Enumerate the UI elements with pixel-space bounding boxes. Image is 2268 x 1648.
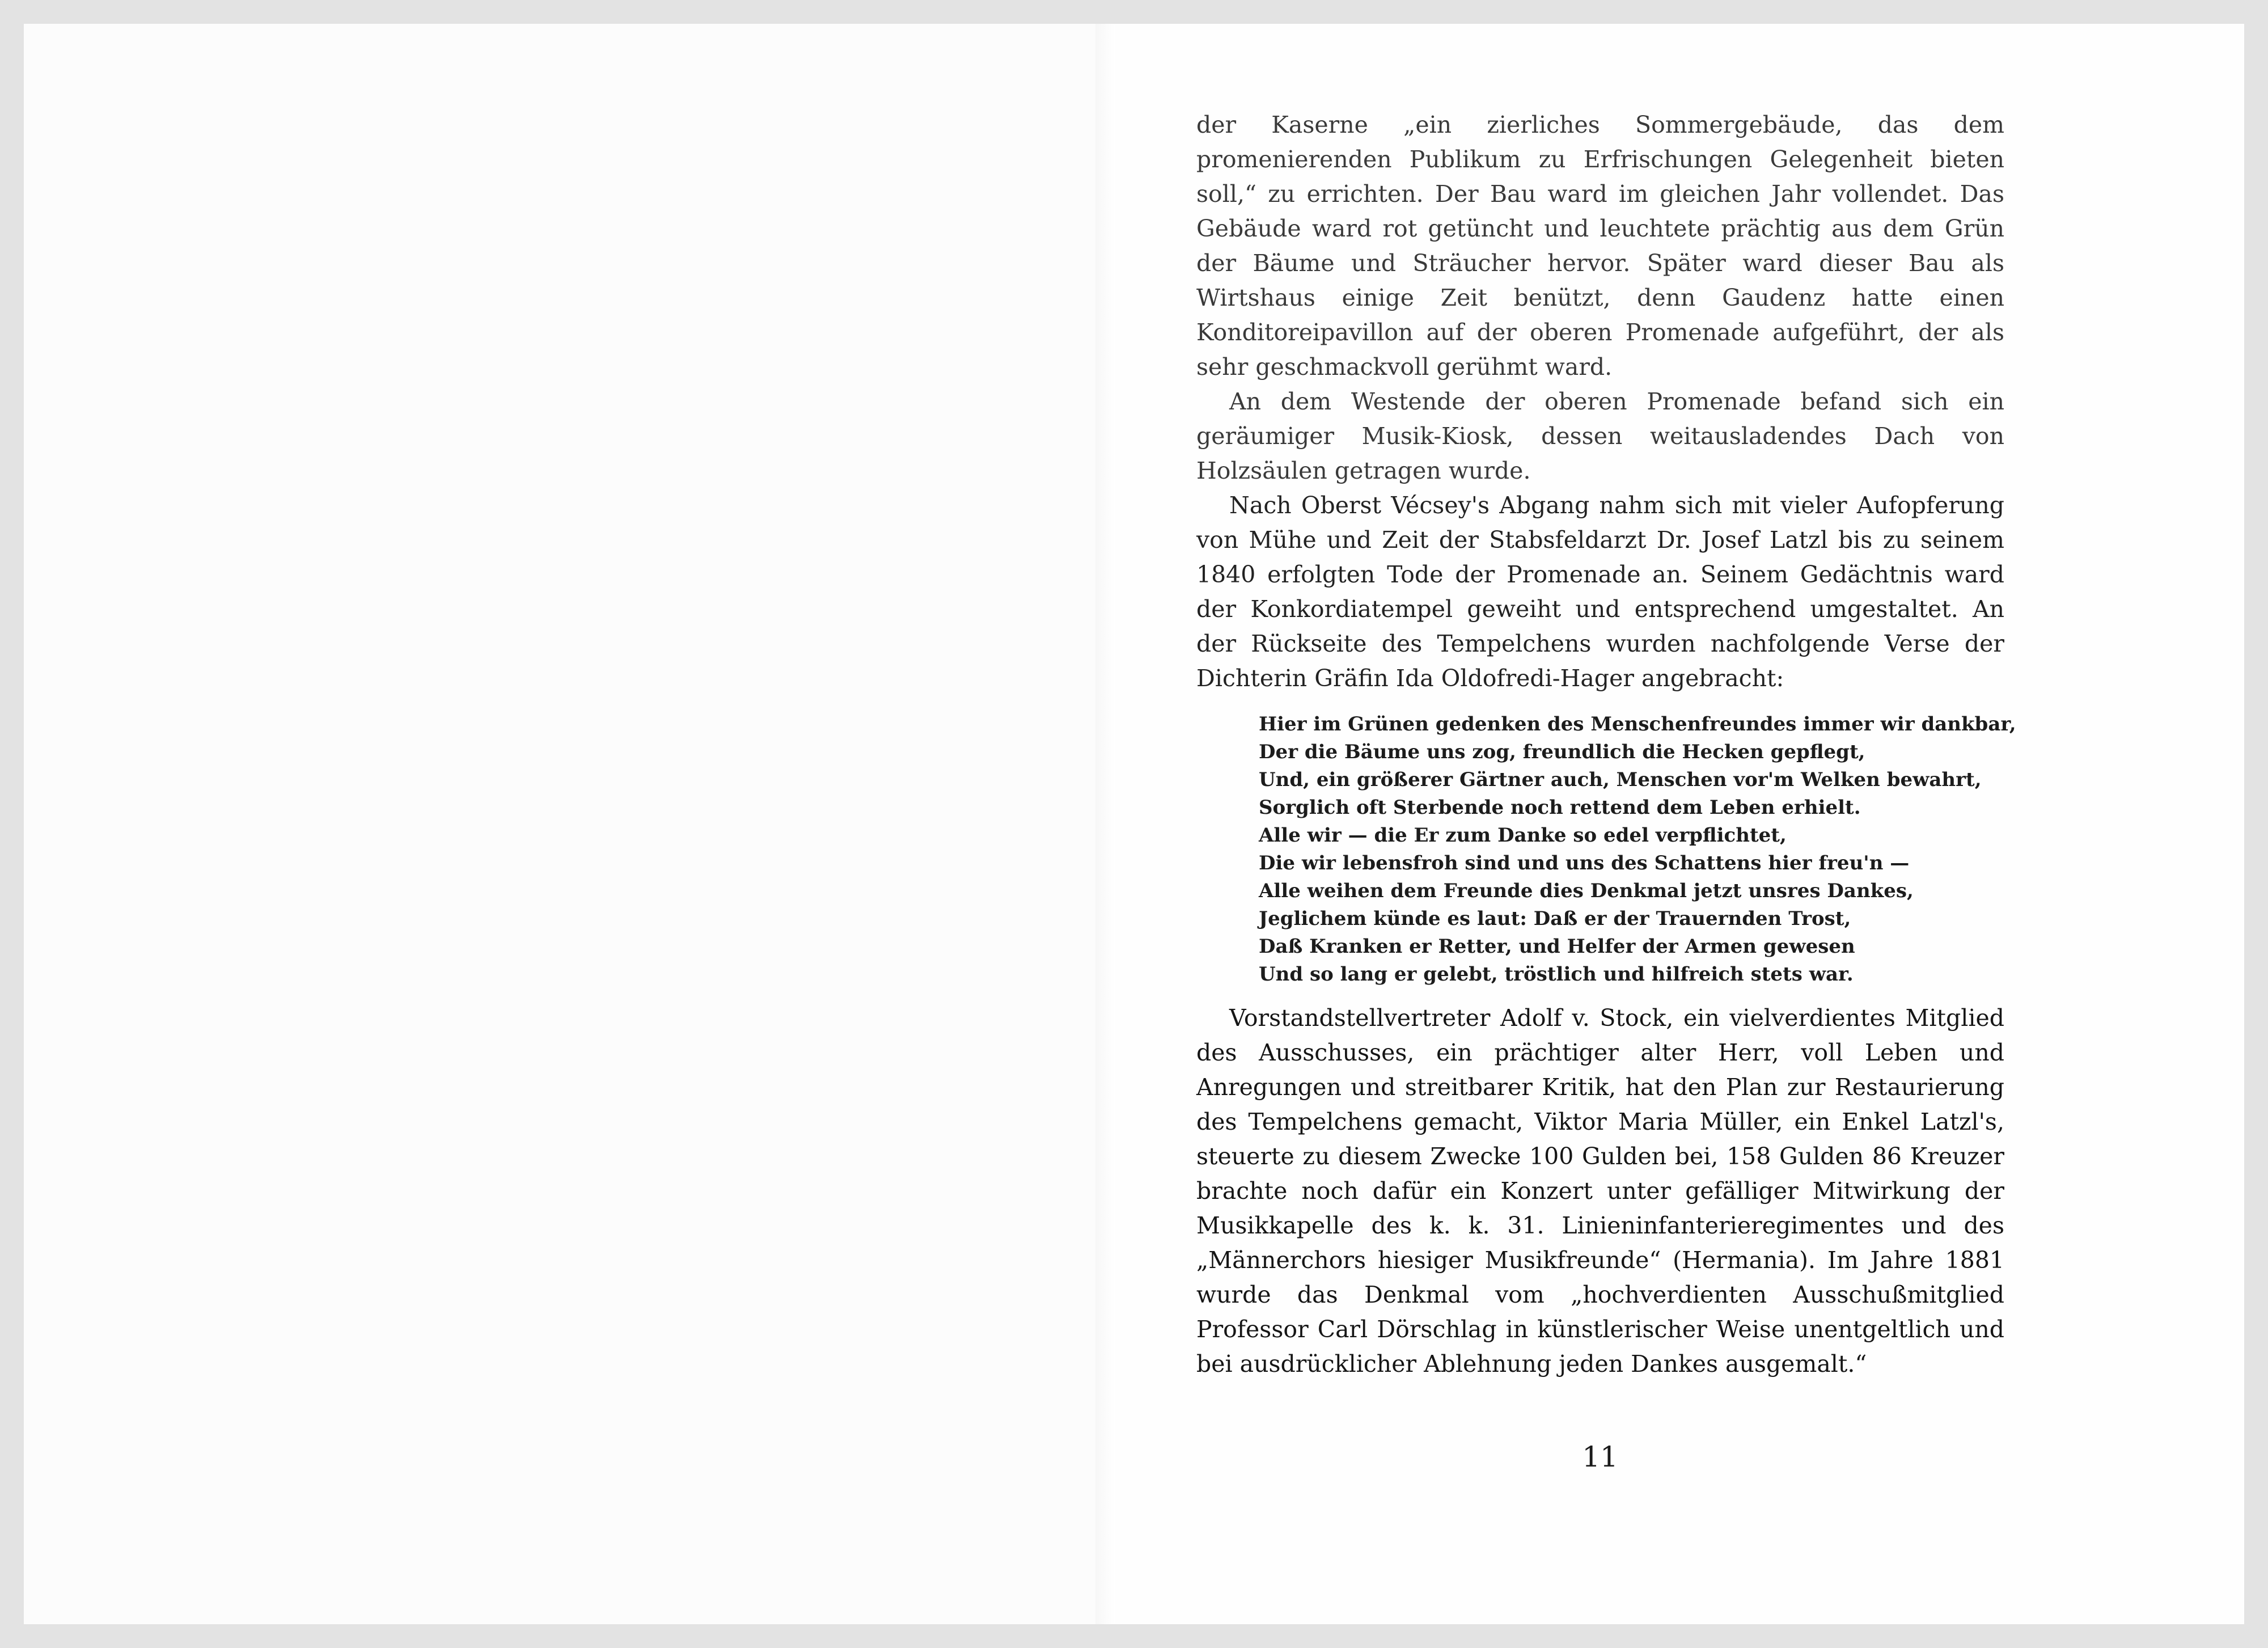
- left-page-blank: [24, 24, 1105, 1624]
- paragraph-musik-kiosk: An dem Westende der oberen Promenade befand sich ein geräumiger Musik-Kiosk, dessen weitausladendes Dach von Holzsäulen getragen wurde.: [1196, 388, 2004, 484]
- poem-line: Alle weihen dem Freunde dies Denkmal jetzt unsres Dankes,: [1259, 880, 1914, 902]
- poem-line: Und so lang er gelebt, tröstlich und hilfreich stets war.: [1259, 963, 1854, 986]
- page-text-block: [1196, 108, 2016, 1381]
- poem-line: Und, ein größerer Gärtner auch, Menschen vor'm Welken bewahrt,: [1259, 768, 1982, 791]
- paragraph-stock: Vorstandstellvertreter Adolf v. Stock, ein vielverdientes Mitglied des Ausschusses, ein prächtiger alter Herr, voll Leben und Anregungen und streitbarer Kritik, hat den Plan zur Restaurierung des Tempelchens gemacht, Viktor Maria Müller, ein Enkel Latzl's, steuerte zu diesem Zwecke 100 Gulden bei, 158 Gulden 86 Kreuzer brachte noch dafür ein Konzert unter gefälliger Mitwirkung der Musikkapelle des k. k. 31. Linieninfanterieregimentes und des „Männerchors hiesiger Musikfreunde“ (Hermania). Im Jahre 1881 wurde das Denkmal vom „hochverdienten Ausschußmitglied Professor Carl Dörschlag in künstlerischer Weise unentgeltlich und bei ausdrücklicher Ablehnung jeden Dankes ausgemalt.“: [1196, 1004, 2004, 1377]
- paragraph-latzl: Nach Oberst Vécsey's Abgang nahm sich mit vieler Aufopferung von Mühe und Zeit der Stabsfeldarzt Dr. Josef Latzl bis zu seinem 1840 erfolgten Tode der Promenade an. Seinem Gedächtnis ward der Konkordiatempel geweiht und entsprechend umgestaltet. An der Rückseite des Tempelchens wurden nachfolgende Verse der Dichterin Gräfin Ida Oldofredi-Hager angebracht:: [1196, 492, 2004, 692]
- poem-line: Sorglich oft Sterbende noch rettend dem Leben erhielt.: [1259, 796, 1861, 819]
- poem-verses: [1259, 711, 2016, 988]
- poem-line: Die wir lebensfroh sind und uns des Schattens hier freu'n —: [1259, 852, 1910, 874]
- page-number: 11: [1582, 1440, 1618, 1473]
- poem-line: Jeglichem künde es laut: Daß er der Trauernden Trost,: [1259, 907, 1851, 930]
- poem-line: Hier im Grünen gedenken des Menschenfreundes immer wir dankbar,: [1259, 713, 2016, 736]
- book-gutter: [1095, 24, 1115, 1624]
- poem-line: Daß Kranken er Retter, und Helfer der Armen gewesen: [1259, 935, 1855, 958]
- paragraph-kaserne: der Kaserne „ein zierliches Sommergebäude, das dem promenierenden Publikum zu Erfrischungen Gelegenheit bieten soll,“ zu errichten. Der Bau ward im gleichen Jahr vollendet. Das Gebäude ward rot getüncht und leuchtete prächtig aus dem Grün der Bäume und Sträucher hervor. Später ward dieser Bau als Wirtshaus einige Zeit benützt, denn Gaudenz hatte einen Konditoreipavillon auf der oberen Promenade aufgeführt, der als sehr geschmackvoll gerühmt ward.: [1196, 111, 2004, 381]
- poem-line: Alle wir — die Er zum Danke so edel verpflichtet,: [1259, 824, 1787, 847]
- poem-line: Der die Bäume uns zog, freundlich die Hecken gepflegt,: [1259, 741, 1865, 763]
